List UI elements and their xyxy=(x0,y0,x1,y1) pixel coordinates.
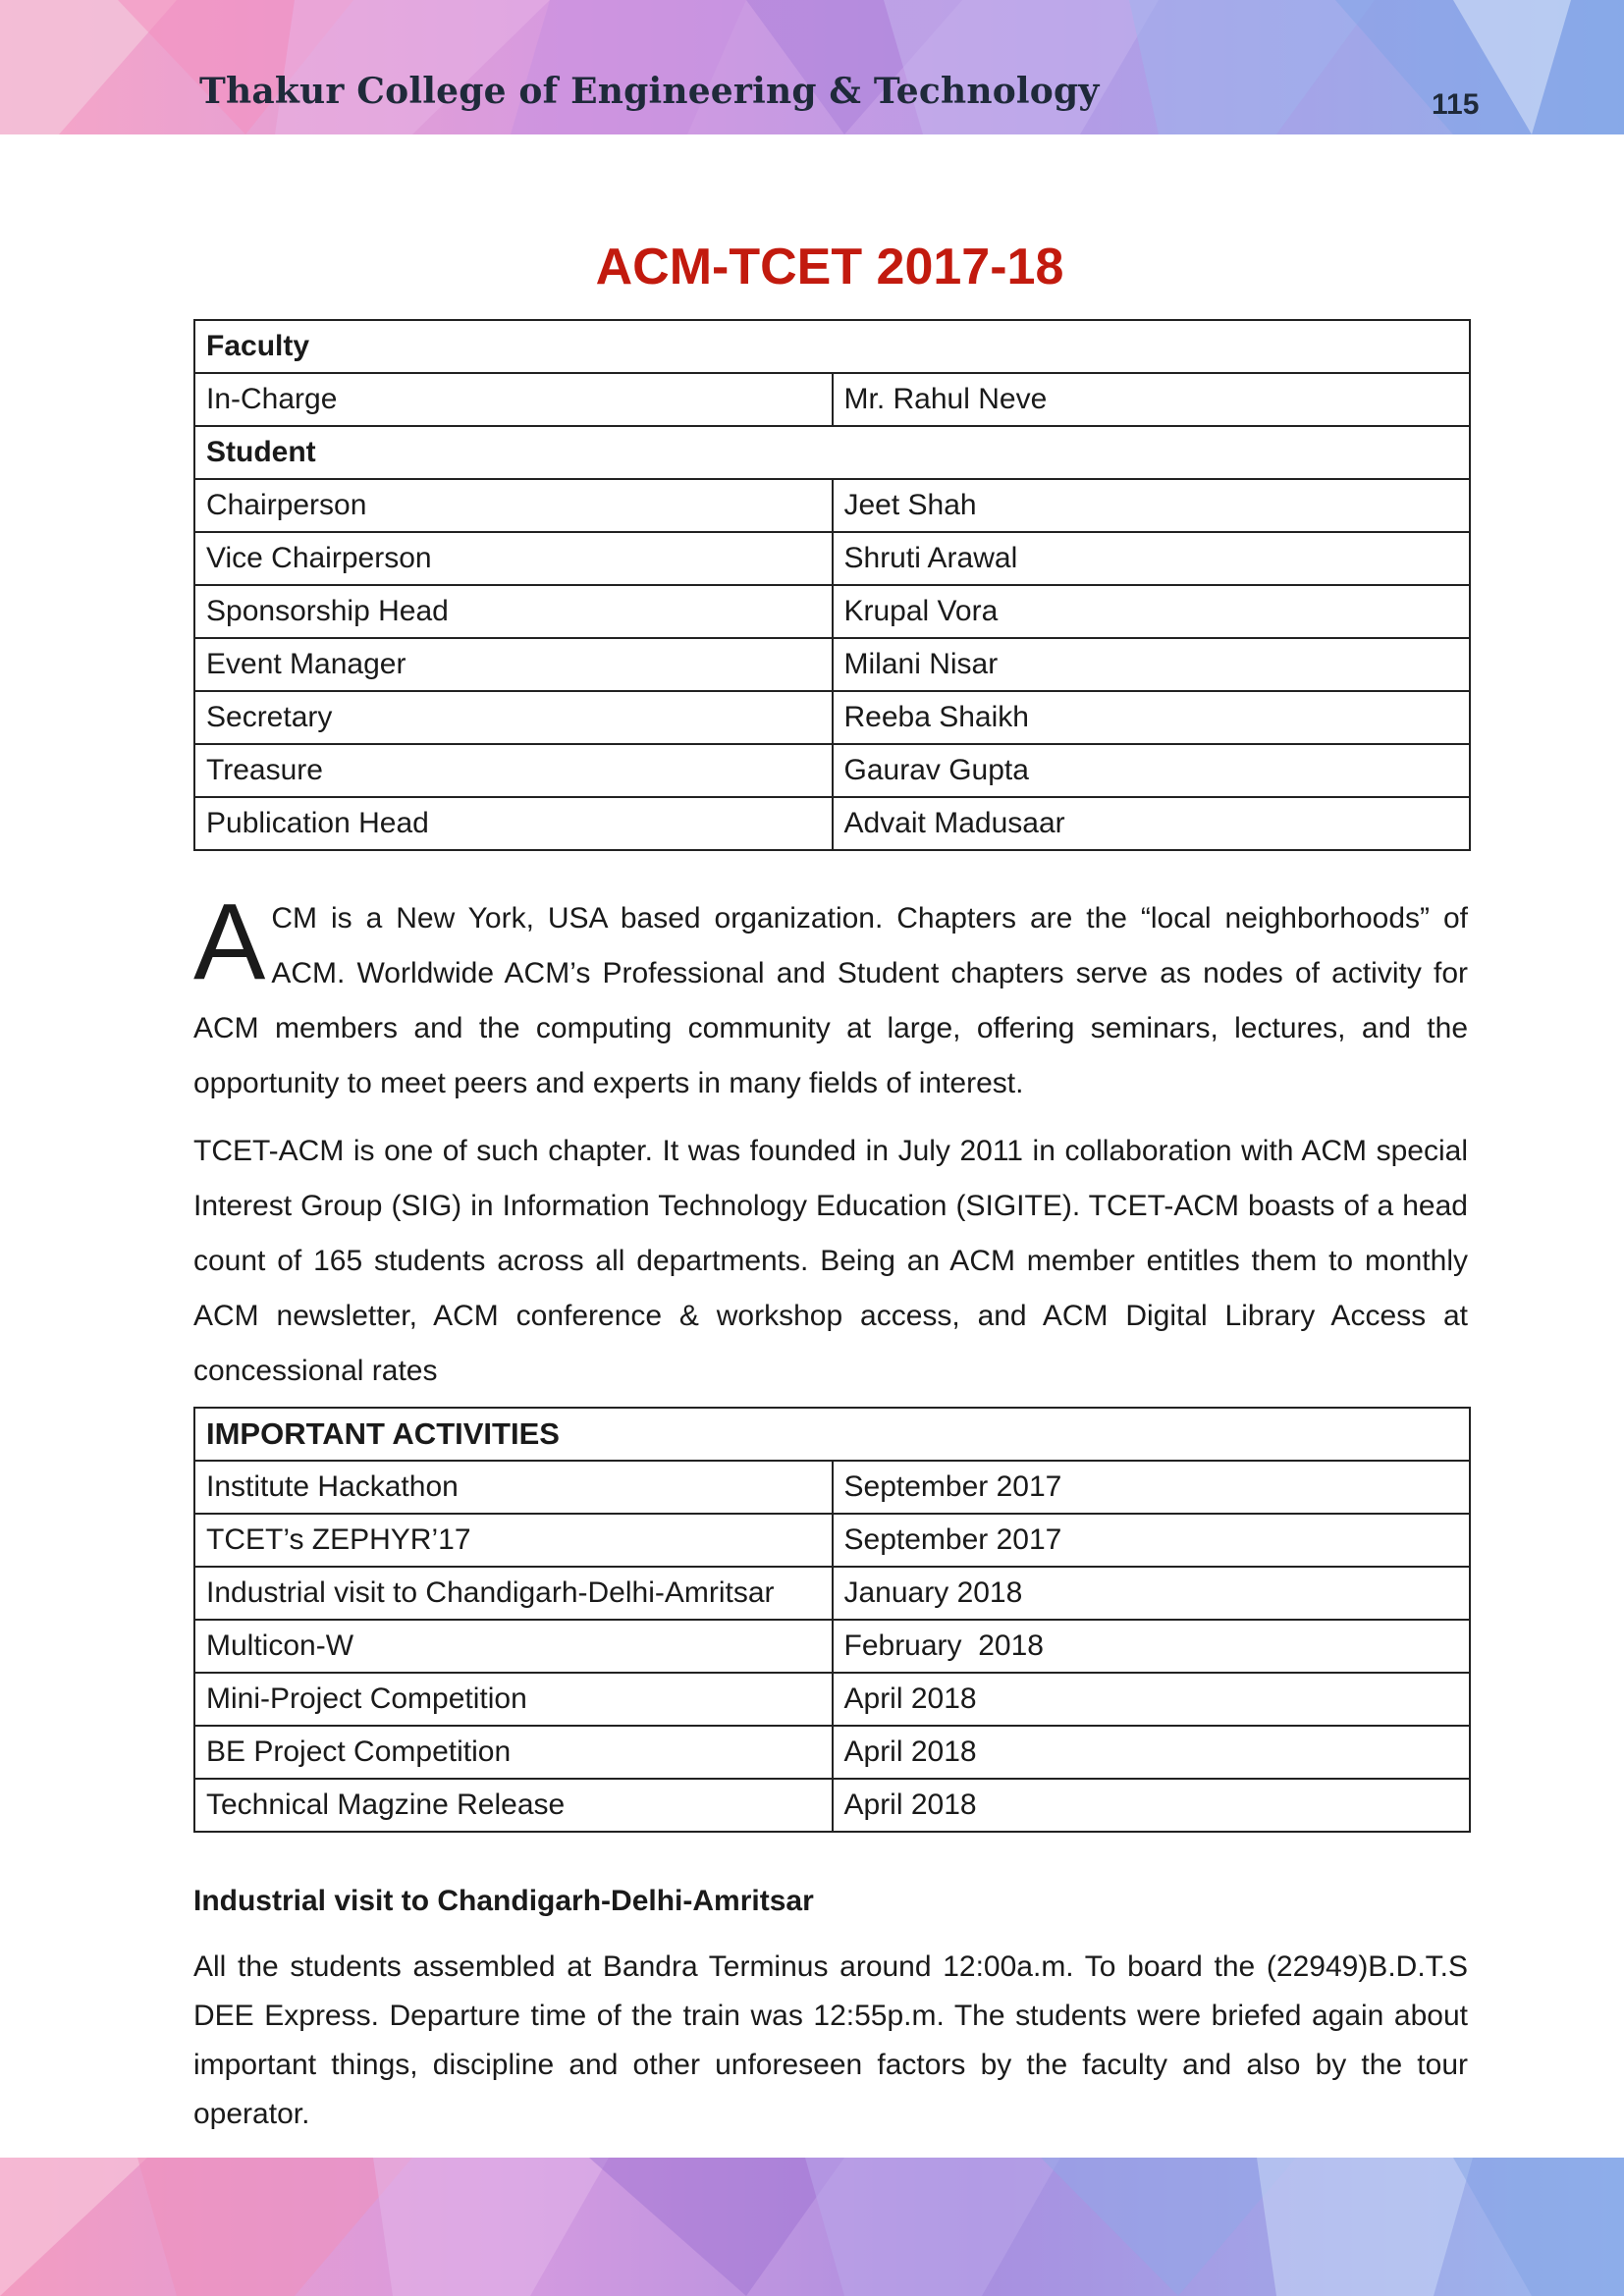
industrial-visit-heading: Industrial visit to Chandigarh-Delhi-Amritsar xyxy=(193,1885,814,1917)
table-row xyxy=(194,1726,1470,1779)
table-row xyxy=(194,1408,1470,1461)
table-row xyxy=(194,1620,1470,1673)
role-cell: Treasure xyxy=(194,744,833,797)
date-cell: January 2018 xyxy=(833,1567,1471,1620)
intro-paragraph-2: TCET-ACM is one of such chapter. It was founded in July 2011 in collaboration with ACM special Interest Group (SIG) in Information Technology Education (SIGITE). TCET-ACM boasts of a head count of 165 students across all departments. Being an ACM member entitles them to monthly ACM newsletter, ACM conference & workshop access, and ACM Digital Library Access at concessional rates xyxy=(193,1135,1468,1387)
activity-cell: Mini-Project Competition xyxy=(194,1673,833,1726)
table-row xyxy=(194,320,1470,373)
footer-decorative-band xyxy=(0,2158,1624,2296)
drop-cap-letter: A xyxy=(193,881,266,1002)
header-geometric-background xyxy=(0,0,1624,134)
name-cell: Advait Madusaar xyxy=(833,797,1471,850)
name-cell: Reeba Shaikh xyxy=(833,691,1471,744)
footer-geometric-background xyxy=(0,2158,1624,2296)
table-row xyxy=(194,585,1470,638)
name-cell: Gaurav Gupta xyxy=(833,744,1471,797)
table-row xyxy=(194,373,1470,426)
table-row xyxy=(194,426,1470,479)
header-decorative-band xyxy=(0,0,1624,134)
role-cell: Event Manager xyxy=(194,638,833,691)
page-title: ACM-TCET 2017-18 xyxy=(595,239,1064,295)
date-cell: February 2018 xyxy=(833,1620,1471,1673)
activities-table xyxy=(193,1407,1471,1833)
table-row xyxy=(194,1514,1470,1567)
college-name: Thakur College of Engineering & Technology xyxy=(199,71,1100,112)
date-cell: September 2017 xyxy=(833,1514,1471,1567)
role-cell: Publication Head xyxy=(194,797,833,850)
table-row xyxy=(194,1673,1470,1726)
activity-cell: Institute Hackathon xyxy=(194,1461,833,1514)
intro-paragraph-1 xyxy=(193,881,1468,1111)
student-heading: Student xyxy=(194,426,1470,479)
table-row xyxy=(194,1779,1470,1832)
role-cell: In-Charge xyxy=(194,373,833,426)
faculty-heading: Faculty xyxy=(194,320,1470,373)
name-cell: Shruti Arawal xyxy=(833,532,1471,585)
name-cell: Jeet Shah xyxy=(833,479,1471,532)
date-cell: September 2017 xyxy=(833,1461,1471,1514)
activity-cell: BE Project Competition xyxy=(194,1726,833,1779)
table-row xyxy=(194,479,1470,532)
role-cell: Secretary xyxy=(194,691,833,744)
table-row xyxy=(194,744,1470,797)
role-cell: Vice Chairperson xyxy=(194,532,833,585)
activity-cell: Multicon-W xyxy=(194,1620,833,1673)
name-cell: Mr. Rahul Neve xyxy=(833,373,1471,426)
table-row xyxy=(194,1461,1470,1514)
table-row xyxy=(194,638,1470,691)
role-cell: Sponsorship Head xyxy=(194,585,833,638)
role-cell: Chairperson xyxy=(194,479,833,532)
date-cell: April 2018 xyxy=(833,1779,1471,1832)
table-row xyxy=(194,532,1470,585)
activity-cell: TCET’s ZEPHYR’17 xyxy=(194,1514,833,1567)
table-row xyxy=(194,1567,1470,1620)
industrial-visit-paragraph: All the students assembled at Bandra Terminus around 12:00a.m. To board the (22949)B.D.T.S DEE Express. Departure time of the train was 12:55p.m. The students were briefed again about important things, discipline and other unforeseen factors by the faculty and also by the tour operator. xyxy=(193,1950,1468,2130)
name-cell: Milani Nisar xyxy=(833,638,1471,691)
table-row xyxy=(194,797,1470,850)
activity-cell: Industrial visit to Chandigarh-Delhi-Amritsar xyxy=(194,1567,833,1620)
members-table xyxy=(193,319,1471,851)
date-cell: April 2018 xyxy=(833,1726,1471,1779)
intro-paragraph-1-text: CM is a New York, USA based organization. Chapters are the “local neighborhoods” of ACM. Worldwide ACM’s Professional and Student chapters serve as nodes of activity for ACM members and the computing community at large, offering seminars, lectures, and the opportunity to meet peers and experts in many fields of interest. xyxy=(193,902,1468,1099)
date-cell: April 2018 xyxy=(833,1673,1471,1726)
name-cell: Krupal Vora xyxy=(833,585,1471,638)
activities-heading: IMPORTANT ACTIVITIES xyxy=(194,1408,1470,1461)
page-number: 115 xyxy=(1432,88,1480,121)
activity-cell: Technical Magzine Release xyxy=(194,1779,833,1832)
table-row xyxy=(194,691,1470,744)
